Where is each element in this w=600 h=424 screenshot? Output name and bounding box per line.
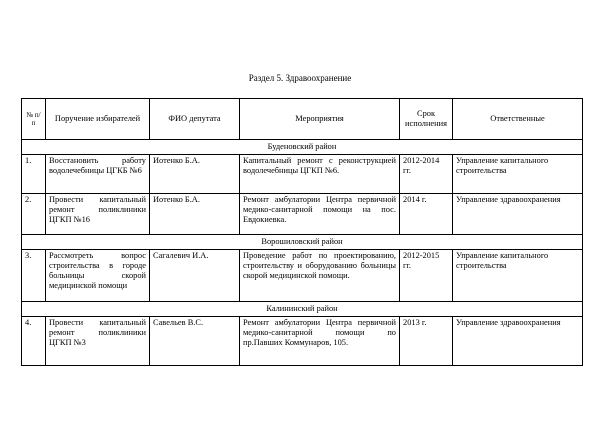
section-title-budenovsky: Буденовский район (22, 140, 583, 155)
header-measures: Мероприятия (240, 99, 400, 140)
section-row (22, 302, 583, 317)
section-row (22, 235, 583, 250)
header-num: № п/п (22, 99, 46, 140)
section-title-kalininsky: Калининский район (22, 302, 583, 317)
page-title: Раздел 5. Здравоохранение (248, 73, 352, 83)
row-num: 2. (22, 194, 46, 235)
row-num: 4. (22, 317, 46, 366)
row-order: Рассмотреть вопрос строительства в городе больницы скорой медицинской помощи (46, 250, 150, 302)
table-row (22, 155, 583, 194)
row-measures: Ремонт амбулатории Центра первичной медико-санитарной помощи на пос. Евдокиевка. (240, 194, 400, 235)
row-order: Восстановить работу водолечебницы ЦГКБ №6 (46, 155, 150, 194)
row-term: 2012-2014 гг. (400, 155, 453, 194)
row-deputy: Савельев В.С. (150, 317, 240, 366)
row-responsible: Управление здравоохранения (453, 194, 583, 235)
row-responsible: Управление капитального строительства (453, 155, 583, 194)
row-term: 2012-2015 гг. (400, 250, 453, 302)
header-order: Поручение избирателей (46, 99, 150, 140)
row-measures: Ремонт амбулатории Центра первичной медико-санитарной помощи по пр.Павших Коммунаров, 105. (240, 317, 400, 366)
row-order: Провести капитальный ремонт поликлиники ЦГКП №3 (46, 317, 150, 366)
header-row (22, 99, 583, 140)
table-row (22, 317, 583, 366)
section-row (22, 140, 583, 155)
row-measures: Капитальный ремонт с реконструкцией водолечебницы ЦГКП №6. (240, 155, 400, 194)
header-responsible: Ответственные (453, 99, 583, 140)
row-deputy: Сагалевич И.А. (150, 250, 240, 302)
row-term: 2013 г. (400, 317, 453, 366)
header-deputy: ФИО депутата (150, 99, 240, 140)
row-measures: Проведение работ по проектированию, строительству и оборудованию больницы скорой медицинской помощи. (240, 250, 400, 302)
table-row (22, 194, 583, 235)
orders-table (21, 98, 583, 366)
row-responsible: Управление здравоохранения (453, 317, 583, 366)
row-deputy: Иотенко Б.А. (150, 155, 240, 194)
row-num: 1. (22, 155, 46, 194)
header-term: Срок исполнения (400, 99, 453, 140)
row-term: 2014 г. (400, 194, 453, 235)
row-deputy: Иотенко Б.А. (150, 194, 240, 235)
row-num: 3. (22, 250, 46, 302)
section-title-voroshilovsky: Ворошиловский район (22, 235, 583, 250)
table-row (22, 250, 583, 302)
row-responsible: Управление капитального строительства (453, 250, 583, 302)
row-order: Провести капитальный ремонт поликлиники ЦГКП №16 (46, 194, 150, 235)
